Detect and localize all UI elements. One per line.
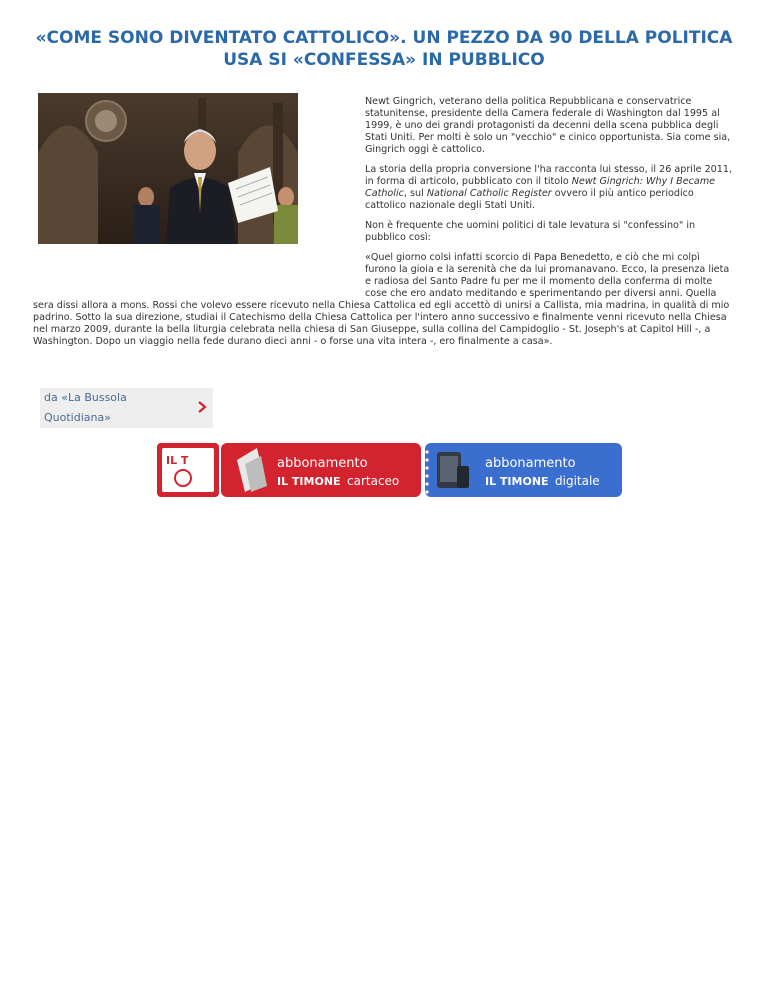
- digital-subscription-button[interactable]: [425, 443, 622, 497]
- quote-paragraph: «Quel giorno colsi infatti scorcio di Papa Benedetto, e ciò che mi colpì furono la gioia e la serenità che da lui promanavano. Ecco, la presenza lieta e radiosa del Santo Padre fu per me il momento della conferma di molte cose che ero andato meditando e sperimentando per diversi anni. Quella sera dissi allora a mons. Rossi che volevo essere ricevuto nella Chiesa Cattolica ed egli accettò di unirsi a Callista, mia madrina, in qualità di mio padrino. Sotto la sua direzione, studiai il Catechismo della Chiesa Cattolica per l'intero anno successivo e finalmente venni ricevuto nella Chiesa nel marzo 2009, durante la bella liturgia celebrata nella chiesa di San Giuseppe, sulla collina del Campidoglio - St. Joseph's at Capitol Hill -, a Washington. Dopo un viaggio nella fede durano dieci anni - o forse una vita intera -, ero finalmente a casa».: [33, 252, 730, 347]
- svg-text:digitale: digitale: [555, 474, 600, 488]
- article-body: [33, 96, 733, 356]
- svg-text:cartaceo: cartaceo: [347, 474, 400, 488]
- publication-name: National Catholic Register: [426, 188, 552, 199]
- cited-article-title: Newt Gingrich: Why I Became Catholic: [365, 176, 716, 199]
- paragraph-3: Non è frequente che uomini politici di tale levatura si "confessino" in pubblico così:: [365, 220, 696, 243]
- paragraph-1: Newt Gingrich, veterano della politica Repubblicana e conservatrice statunitense, presidente della Camera federale di Washington dal 1995 al 1999, è uno dei grandi protagonisti da decenni della scena pubblica degli Stati Uniti. Per molti è solo un "vecchio" e cinico opportunista. Sia come sia, Gingrich oggi è cattolico.: [365, 96, 731, 155]
- phone-icon: [457, 466, 469, 488]
- article-title: «COME SONO DIVENTATO CATTOLICO». UN PEZZO DA 90 DELLA POLITICA USA SI «CONFESSA» IN PUBBLICO: [35, 28, 733, 70]
- svg-text:IL TIMONE: IL TIMONE: [485, 475, 549, 488]
- source-label: da «La Bussola Quotidiana»: [44, 391, 127, 424]
- print-subscription-button[interactable]: [221, 443, 425, 497]
- svg-text:abbonamento: abbonamento: [277, 456, 368, 471]
- subscription-banner: [157, 442, 622, 498]
- paragraph-2: La storia della propria conversione l'ha racconta lui stesso, il 26 aprile 2011, in forma di articolo, pubblicato con il titolo Newt Gingrich: Why I Became Catholic, sul National Catholic Register ovvero il più antico periodico cattolico nazionale degli Stati Uniti.: [365, 164, 733, 211]
- source-link[interactable]: [40, 388, 213, 428]
- logo-text: IL T: [166, 454, 189, 467]
- timone-logo-button[interactable]: [157, 443, 219, 497]
- svg-text:abbonamento: abbonamento: [485, 456, 576, 471]
- chevron-right-icon: [196, 400, 208, 414]
- svg-text:IL TIMONE: IL TIMONE: [277, 475, 341, 488]
